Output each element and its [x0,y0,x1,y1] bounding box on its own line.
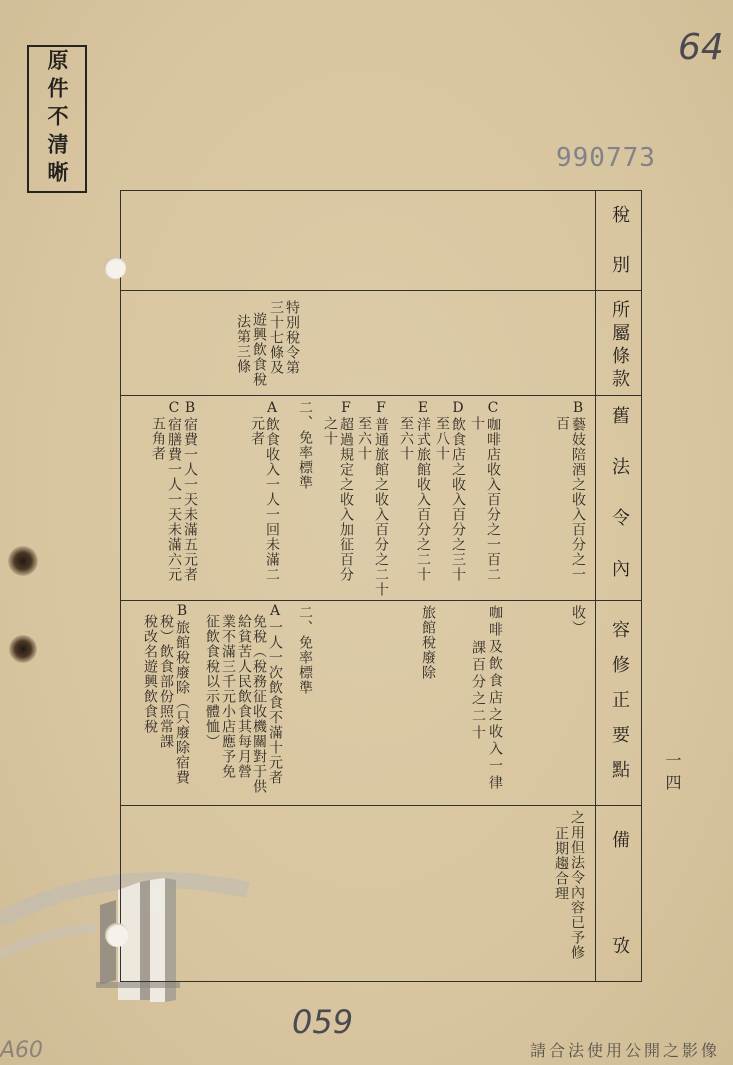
old-law-line-13: 二、免率標準 [297,400,313,490]
old-law-line-16: B宿費一人一天未滿五元者 [182,400,198,582]
old-law-line-1: B藝妓陪酒之收入百分之一 [570,400,586,582]
serial-number-stamp: 990773 [556,143,656,173]
revision-line-9: 業不滿三千元小店應予免 [220,614,236,779]
old-law-line-11: F超過規定之收入加征百分 [338,400,354,582]
remarks-line-2: 正期趨合理 [553,826,569,901]
old-law-line-2: 百 [554,416,570,431]
old-law-line-9: F普通旅館之收入百分之二十 [373,400,389,597]
old-law-line-12: 之十 [322,416,338,446]
unclear-original-stamp [27,45,87,193]
header-tax-type: 稅別 [609,205,630,305]
revision-line-5: 二、免率標準 [297,605,313,695]
margin-page-number: 一四 [663,752,682,796]
header-revision: 容修正要點 [609,620,630,795]
row-divider [120,600,642,601]
revision-line-2: 咖啡及飲食店之收入一律 [487,605,503,792]
clause-line-1: 特別稅令第 [284,300,300,375]
handwritten-corner-code: A60 [0,1038,44,1063]
old-law-line-17: C宿膳費一人一天未滿六元 [166,400,182,582]
old-law-line-6: 至八十 [434,416,450,461]
header-clause: 所屬條款 [609,300,630,392]
burn-mark [8,546,38,576]
revision-line-6: A一人一次飲食不滿十元者 [267,603,283,785]
revision-line-7: 免稅（稅務征收機關對于供 [251,614,267,794]
revision-line-8: 給貧苦人民飲食其每月營 [236,614,252,779]
header-remarks-bottom: 攷 [609,936,630,954]
handwritten-page-number: 64 [678,27,724,68]
old-law-line-15: 元者 [249,416,265,446]
header-remarks-top: 備 [609,830,630,848]
header-column-divider [595,190,596,982]
old-law-line-14: A飲食收入一人一回未滿二 [264,400,280,582]
old-law-line-8: 至六十 [398,416,414,461]
old-law-line-18: 五角者 [150,416,166,461]
revision-line-1: 收） [570,605,586,635]
handwritten-bottom-number: 059 [292,1003,354,1041]
revision-line-4: 旅館稅廢除 [420,605,436,680]
revision-line-10: 征飲食稅以示體恤） [204,614,220,749]
row-divider [120,805,642,806]
clause-line-2: 三十七條及 [268,300,284,375]
old-law-line-10: 至六十 [356,416,372,461]
revision-line-3: 課百分之二十 [470,640,486,742]
old-law-line-7: E洋式旅館收入百分之二十 [415,400,431,582]
revision-line-13: 稅改名遊興飲食稅 [142,614,158,734]
row-divider [120,395,642,396]
burn-mark [9,635,37,663]
revision-line-11: B旅館稅廢除（只廢除宿費 [174,603,190,785]
punch-hole [105,923,129,947]
row-divider [120,290,642,291]
clause-line-4: 法第三條 [235,314,251,374]
old-law-line-4: 十 [469,416,485,431]
remarks-line-1: 之用但法令內容已予修 [569,810,585,960]
header-old-law: 舊法令內 [609,406,630,610]
punch-hole [104,257,126,279]
old-law-line-3: C咖啡店收入百分之一百二 [485,400,501,582]
footer-usage-notice: 請合法使用公開之影像 [530,1041,721,1060]
old-law-line-5: D飲食店之收入百分之三十 [450,400,466,582]
clause-line-3: 遊興飲食稅 [251,312,267,387]
revision-line-12: 稅）飲食部份照常課 [158,614,174,749]
stamp-text: 原件不清晰 [45,49,70,189]
